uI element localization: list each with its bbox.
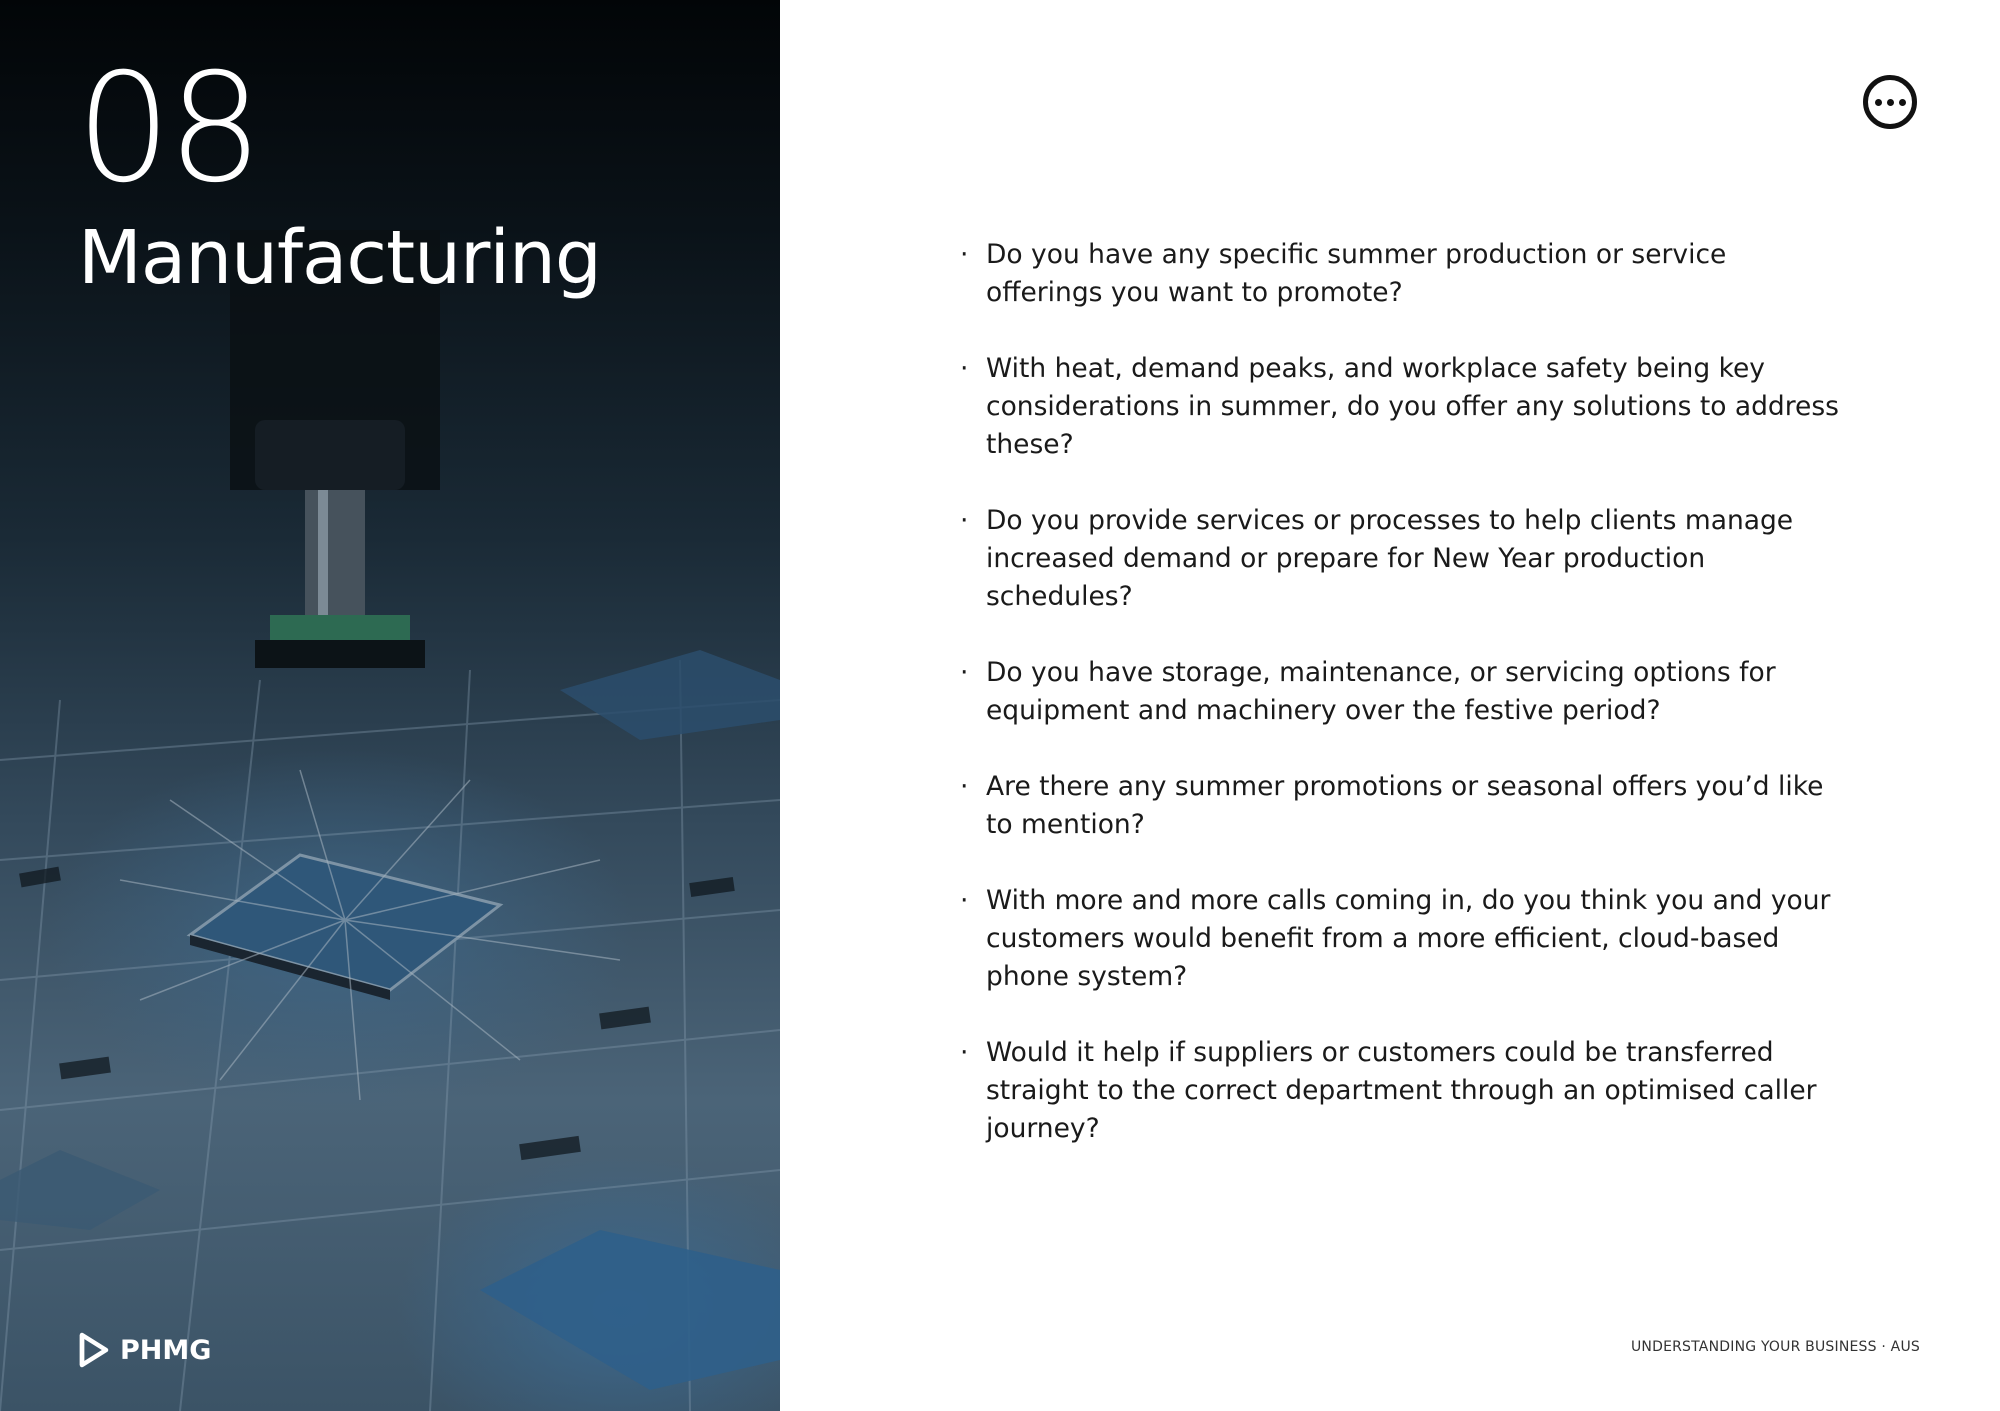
play-triangle-logo-icon — [78, 1332, 110, 1368]
question-list — [960, 236, 1840, 1186]
hero-image-panel — [0, 0, 780, 1411]
list-item — [960, 654, 1840, 730]
question-text: Do you have storage, maintenance, or servicing options for equipment and machinery over the festive period? — [986, 657, 1776, 726]
bullet-icon: · — [960, 239, 969, 270]
logo-wordmark: PHMG — [120, 1334, 212, 1366]
more-dots-icon — [1887, 99, 1894, 106]
section-title: Manufacturing — [78, 215, 601, 301]
question-text: Are there any summer promotions or seasonal offers you’d like to mention? — [986, 771, 1824, 840]
section-number: 08 — [76, 42, 259, 216]
more-dots-icon — [1899, 99, 1906, 106]
question-text: With heat, demand peaks, and workplace safety being key considerations in summer, do you offer any solutions to address these? — [986, 353, 1839, 460]
question-text: Do you provide services or processes to help clients manage increased demand or prepare for New Year production schedules? — [986, 505, 1794, 612]
bullet-icon: · — [960, 1037, 969, 1068]
more-dots-icon — [1875, 99, 1882, 106]
phmg-logo — [78, 1330, 211, 1370]
list-item — [960, 882, 1840, 996]
list-item — [960, 350, 1840, 464]
question-text: With more and more calls coming in, do you think you and your customers would benefit from a more efficient, cloud-based phone system? — [986, 885, 1831, 992]
list-item — [960, 502, 1840, 616]
bullet-icon: · — [960, 771, 969, 802]
list-item — [960, 768, 1840, 844]
more-options-button[interactable] — [1863, 75, 1917, 129]
footer-label: UNDERSTANDING YOUR BUSINESS · AUS — [1630, 1339, 1920, 1355]
bullet-icon: · — [960, 505, 969, 536]
list-item — [960, 1034, 1840, 1148]
list-item — [960, 236, 1840, 312]
question-text: Would it help if suppliers or customers could be transferred straight to the correct department through an optimised caller journey? — [986, 1037, 1817, 1144]
bullet-icon: · — [960, 353, 969, 384]
bullet-icon: · — [960, 657, 969, 688]
question-text: Do you have any specific summer production or service offerings you want to promote? — [986, 239, 1727, 308]
bullet-icon: · — [960, 885, 969, 916]
